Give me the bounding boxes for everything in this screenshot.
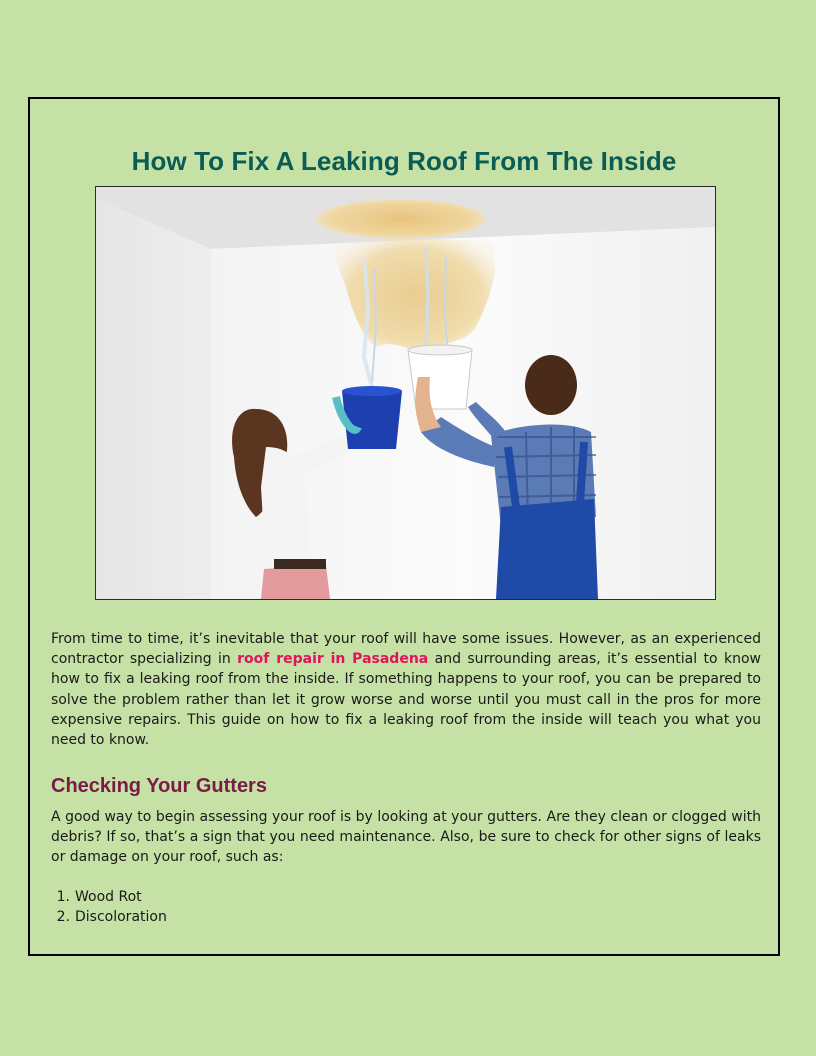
roof-repair-link[interactable]: roof repair in Pasadena xyxy=(237,651,429,668)
page-frame xyxy=(28,97,780,956)
list-item-number: 1. xyxy=(56,889,70,905)
intro-paragraph xyxy=(51,629,761,750)
list-item-number: 2. xyxy=(56,909,70,926)
page-title: How To Fix A Leaking Roof From The Inside xyxy=(131,146,677,176)
hero-image xyxy=(95,186,716,600)
photo-image-icon xyxy=(96,187,715,599)
list-item-text: Wood Rot xyxy=(75,889,142,905)
list-item-text: Discoloration xyxy=(75,909,167,926)
intro-text-end: and surrounding areas, it’s essential to know how to fix a leaking roof from the inside. If something happens to your roof, you can be prepared to solve the problem rather than let it grow worse and worse until you must call in the pros for more expensive repairs. This guide on how to fix a leaking roof from the inside will teach you what you need to know. xyxy=(51,651,761,749)
intro-text-start: From time to time, it’s inevitable that your roof will have some issues. However, as an experienced contractor specializing in xyxy=(51,631,761,668)
signs-list xyxy=(51,887,167,927)
section-paragraph: A good way to begin assessing your roof is by looking at your gutters. Are they clean or clogged with debris? If so, that’s a sign that you need maintenance. Also, be sure to check for other signs of leaks or damage on your roof, such as: xyxy=(51,809,761,866)
list-item xyxy=(51,907,167,927)
section-heading: Checking Your Gutters xyxy=(51,775,267,797)
list-item xyxy=(51,887,167,907)
